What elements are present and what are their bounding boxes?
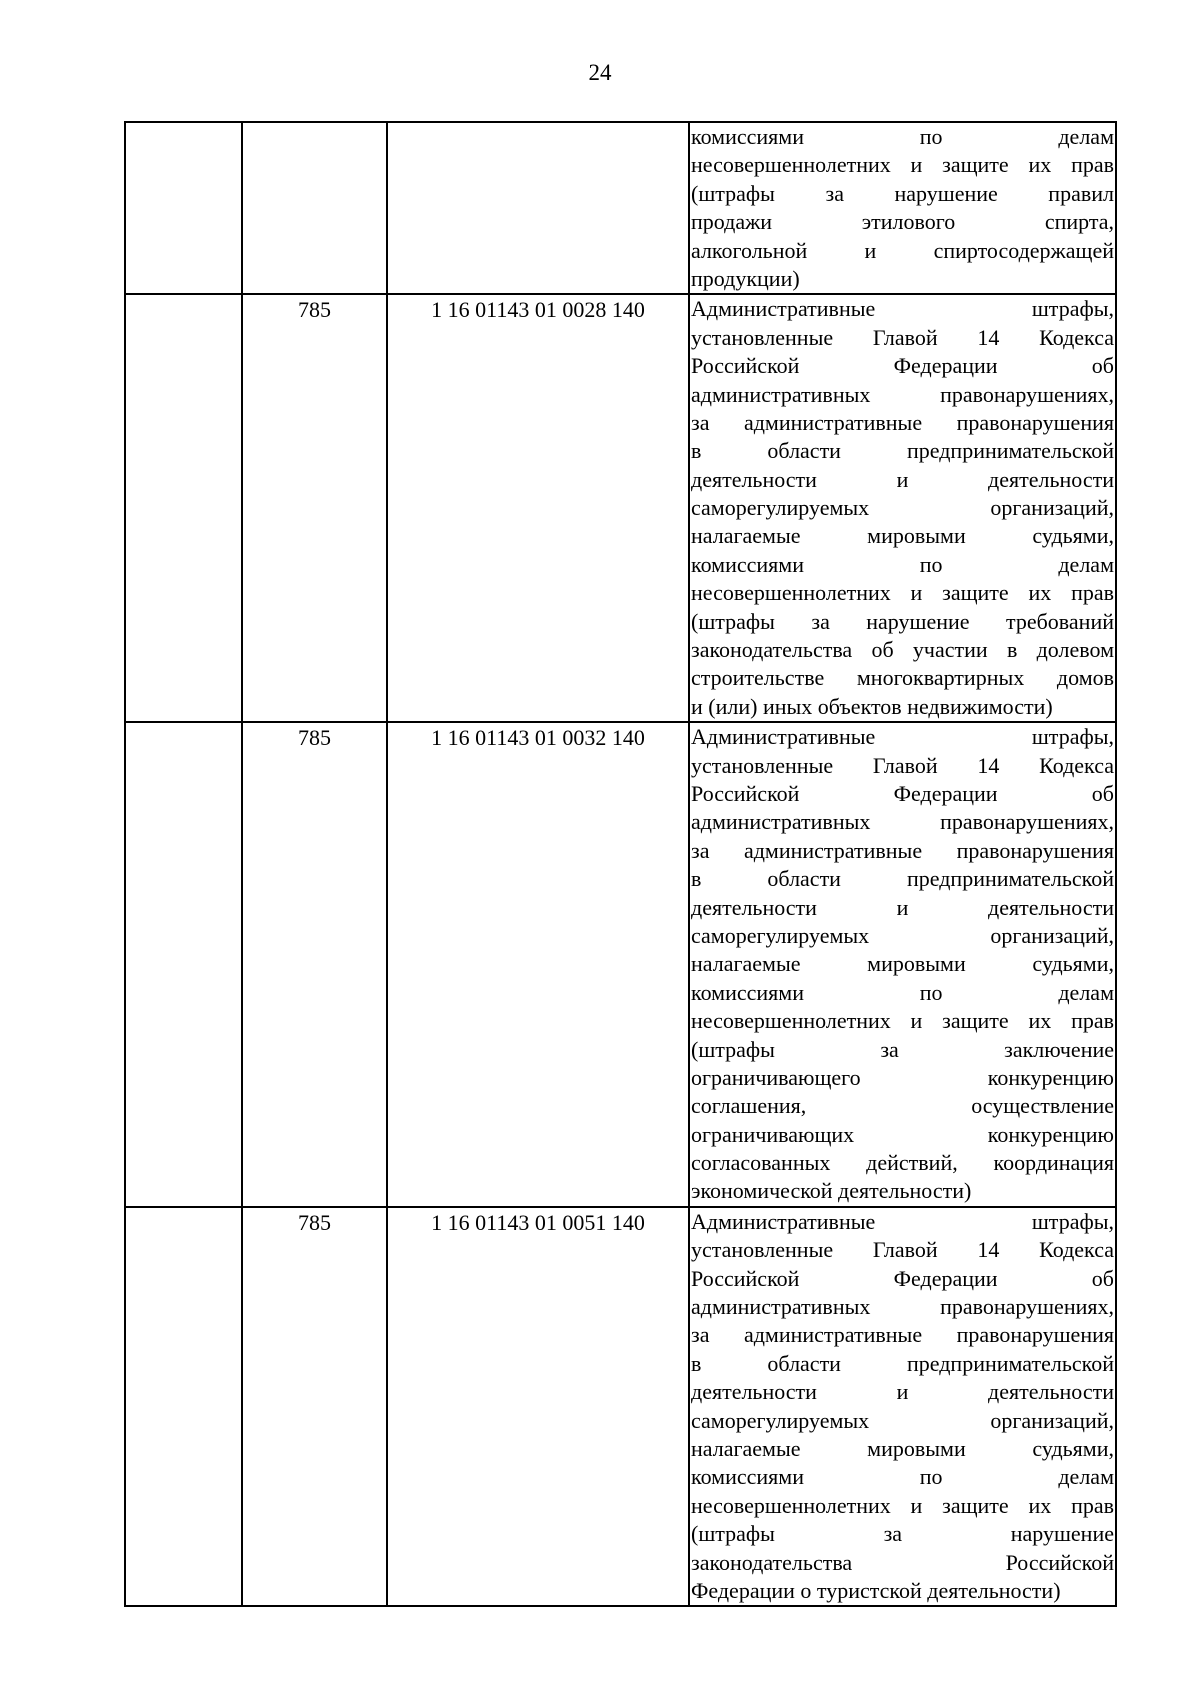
description-line: в области предпринимательской bbox=[691, 1350, 1114, 1376]
description-line: Российской Федерации об bbox=[691, 780, 1114, 806]
admin-code-cell bbox=[242, 1207, 387, 1606]
description-line: (штрафы за нарушение правил bbox=[691, 180, 1114, 206]
description-cell bbox=[689, 294, 1116, 722]
description-cell bbox=[689, 722, 1116, 1207]
description-line: ограничивающих конкуренцию bbox=[691, 1121, 1114, 1147]
admin-code-cell bbox=[242, 722, 387, 1207]
kbk-code-cell bbox=[387, 1207, 689, 1606]
description-line: комиссиями по делам bbox=[691, 551, 1114, 577]
kbk-code: 1 16 01143 01 0051 140 bbox=[431, 1209, 645, 1235]
description-line: законодательства об участии в долевом bbox=[691, 637, 1114, 663]
kbk-code-cell bbox=[387, 722, 689, 1207]
description-cell bbox=[689, 122, 1116, 294]
description-line: Федерации о туристской деятельности) bbox=[691, 1577, 1061, 1603]
description-line: административных правонарушениях, bbox=[691, 1294, 1114, 1320]
kbk-code-cell bbox=[387, 294, 689, 722]
description-line: за административные правонарушения bbox=[691, 1322, 1114, 1348]
description-line: несовершеннолетних и защите их прав bbox=[691, 1492, 1114, 1518]
description-line: Российской Федерации об bbox=[691, 1265, 1114, 1291]
description-line: (штрафы за нарушение требований bbox=[691, 608, 1114, 634]
description-line: саморегулируемых организаций, bbox=[691, 495, 1114, 521]
description-line: Российской Федерации об bbox=[691, 353, 1114, 379]
description-line: налагаемые мировыми судьями, bbox=[691, 523, 1114, 549]
admin-code: 785 bbox=[298, 725, 331, 751]
description-line: установленные Главой 14 Кодекса bbox=[691, 752, 1114, 778]
description-line: законодательства Российской bbox=[691, 1549, 1114, 1575]
description-line: административных правонарушениях, bbox=[691, 381, 1114, 407]
description-line: Административные штрафы, bbox=[691, 296, 1114, 322]
budget-classification-table bbox=[124, 121, 1117, 1607]
description-line: саморегулируемых организаций, bbox=[691, 922, 1114, 948]
description-line: строительстве многоквартирных домов bbox=[691, 665, 1114, 691]
description-line: установленные Главой 14 Кодекса bbox=[691, 324, 1114, 350]
description-line: (штрафы за нарушение bbox=[691, 1521, 1114, 1547]
description-line: саморегулируемых организаций, bbox=[691, 1407, 1114, 1433]
admin-code: 785 bbox=[298, 297, 331, 323]
description-line: Административные штрафы, bbox=[691, 1208, 1114, 1234]
description-line: алкогольной и спиртосодержащей bbox=[691, 237, 1114, 263]
description-line: Административные штрафы, bbox=[691, 724, 1114, 750]
description-line: и (или) иных объектов недвижимости) bbox=[691, 693, 1053, 719]
description-line: административных правонарушениях, bbox=[691, 809, 1114, 835]
empty-cell bbox=[125, 294, 242, 722]
description-line: продажи этилового спирта, bbox=[691, 209, 1114, 235]
kbk-code bbox=[388, 123, 688, 124]
description-line: ограничивающего конкуренцию bbox=[691, 1064, 1114, 1090]
admin-code-cell bbox=[242, 122, 387, 294]
description-line: соглашения, осуществление bbox=[691, 1093, 1114, 1119]
empty-cell bbox=[125, 722, 242, 1207]
table-row bbox=[125, 1207, 1116, 1606]
description-line: деятельности и деятельности bbox=[691, 894, 1114, 920]
description-cell bbox=[689, 1207, 1116, 1606]
description-line: деятельности и деятельности bbox=[691, 466, 1114, 492]
empty-cell bbox=[125, 122, 242, 294]
description-line: в области предпринимательской bbox=[691, 438, 1114, 464]
table-row bbox=[125, 722, 1116, 1207]
description-line: согласованных действий, координация bbox=[691, 1150, 1114, 1176]
kbk-code: 1 16 01143 01 0028 140 bbox=[431, 297, 645, 323]
description-line: налагаемые мировыми судьями, bbox=[691, 1435, 1114, 1461]
description-line: налагаемые мировыми судьями, bbox=[691, 951, 1114, 977]
description-line: за административные правонарушения bbox=[691, 837, 1114, 863]
description-line: комиссиями по делам bbox=[691, 124, 1114, 149]
description-line: (штрафы за заключение bbox=[691, 1036, 1114, 1062]
kbk-code: 1 16 01143 01 0032 140 bbox=[431, 725, 645, 751]
admin-code bbox=[243, 123, 386, 124]
admin-code-cell bbox=[242, 294, 387, 722]
description-line: комиссиями по делам bbox=[691, 979, 1114, 1005]
description-line: экономической деятельности) bbox=[691, 1178, 972, 1204]
description-line: установленные Главой 14 Кодекса bbox=[691, 1237, 1114, 1263]
description-line: деятельности и деятельности bbox=[691, 1379, 1114, 1405]
table-row bbox=[125, 294, 1116, 722]
table-row bbox=[125, 122, 1116, 294]
page-number: 24 bbox=[588, 60, 612, 85]
description-line: комиссиями по делам bbox=[691, 1464, 1114, 1490]
description-line: за административные правонарушения bbox=[691, 409, 1114, 435]
admin-code: 785 bbox=[298, 1209, 331, 1235]
description-line: несовершеннолетних и защите их прав bbox=[691, 580, 1114, 606]
kbk-code-cell bbox=[387, 122, 689, 294]
empty-cell bbox=[125, 1207, 242, 1606]
description-line: продукции) bbox=[691, 265, 800, 291]
description-line: в области предпринимательской bbox=[691, 866, 1114, 892]
description-line: несовершеннолетних и защите их прав bbox=[691, 1008, 1114, 1034]
description-line: несовершеннолетних и защите их прав bbox=[691, 152, 1114, 178]
